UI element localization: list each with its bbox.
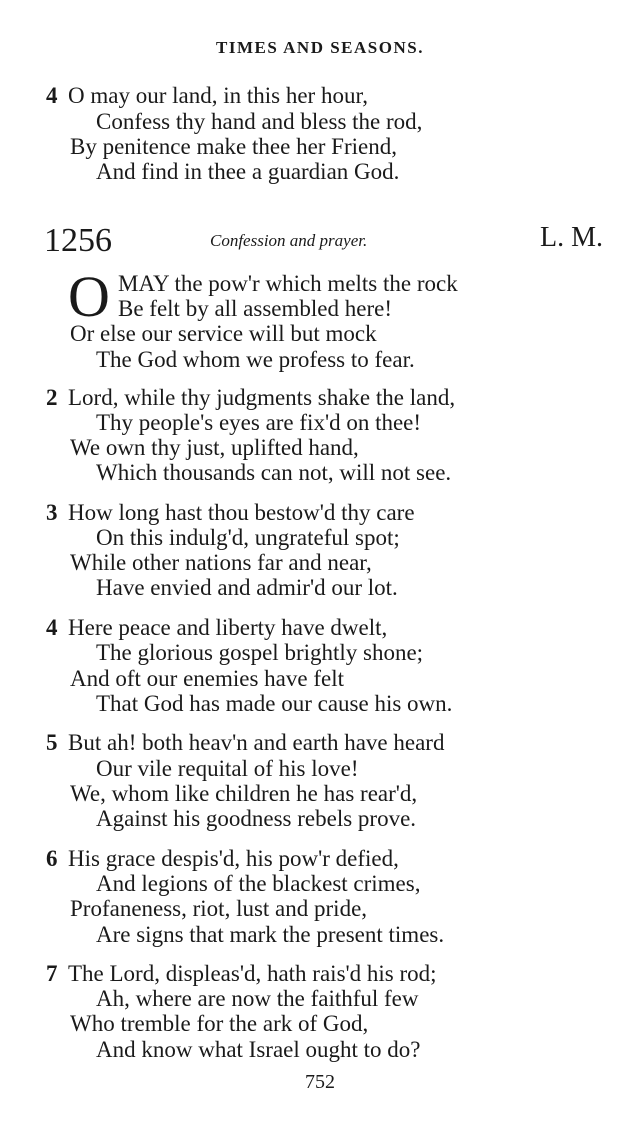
stanza-6-line-3: Profaneness, riot, lust and pride,	[70, 896, 368, 921]
stanza-number: 5	[46, 730, 58, 755]
stanza-3-line-4: Have envied and admir'd our lot.	[96, 575, 398, 600]
stanza-5-line-2: Our vile requital of his love!	[96, 756, 359, 781]
stanza-number: 4	[46, 83, 58, 108]
hymn-subject: Confession and prayer.	[210, 231, 368, 250]
stanza-5-line-1: 5 But ah! both heav'n and earth have heard	[46, 730, 445, 755]
stanza-2-line-4: Which thousands can not, will not see.	[96, 460, 452, 485]
stanza-3-line-1: 3 How long hast thou bestow'd thy care	[46, 500, 415, 525]
running-head: TIMES AND SEASONS.	[216, 38, 424, 57]
previous-hymn-line-1: 4 O may our land, in this her hour,	[46, 83, 368, 108]
stanza-1-line-1: MAY the pow'r which melts the rock	[118, 271, 458, 296]
previous-hymn-line-4: And find in thee a guardian God.	[96, 159, 400, 184]
stanza-7-line-3: Who tremble for the ark of God,	[70, 1011, 369, 1036]
stanza-7-line-2: Ah, where are now the faithful few	[96, 986, 419, 1011]
stanza-6-line-4: Are signs that mark the present times.	[96, 922, 445, 947]
stanza-3-line-3: While other nations far and near,	[70, 550, 372, 575]
stanza-1-line-3: Or else our service will but mock	[70, 321, 377, 346]
stanza-1-line-2: Be felt by all assembled here!	[118, 296, 392, 321]
stanza-number: 7	[46, 961, 58, 986]
stanza-4-line-1: 4 Here peace and liberty have dwelt,	[46, 615, 388, 640]
drop-cap: O	[68, 264, 110, 329]
page-number: 752	[305, 1071, 335, 1093]
stanza-4-line-2: The glorious gospel brightly shone;	[96, 640, 424, 665]
previous-hymn-line-2: Confess thy hand and bless the rod,	[96, 109, 423, 134]
hymn-meter: L. M.	[540, 222, 603, 253]
stanza-7-line-1: 7 The Lord, displeas'd, hath rais'd his rod;	[46, 961, 437, 986]
stanza-number: 4	[46, 615, 58, 640]
stanza-2-line-1: 2 Lord, while thy judgments shake the land,	[46, 385, 456, 410]
stanza-2-line-2: Thy people's eyes are fix'd on thee!	[96, 410, 422, 435]
stanza-4-line-3: And oft our enemies have felt	[70, 666, 344, 691]
stanza-7-line-4: And know what Israel ought to do?	[96, 1037, 421, 1062]
stanza-3-line-2: On this indulg'd, ungrateful spot;	[96, 525, 400, 550]
stanza-number: 2	[46, 385, 58, 410]
stanza-6-line-1: 6 His grace despis'd, his pow'r defied,	[46, 846, 399, 871]
stanza-1-line-4: The God whom we profess to fear.	[96, 347, 415, 372]
hymn-number: 1256	[44, 222, 112, 259]
stanza-2-line-3: We own thy just, uplifted hand,	[70, 435, 359, 460]
stanza-number: 3	[46, 500, 58, 525]
stanza-5-line-4: Against his goodness rebels prove.	[96, 806, 417, 831]
stanza-number: 6	[46, 846, 58, 871]
previous-hymn-line-3: By penitence make thee her Friend,	[70, 134, 397, 159]
stanza-5-line-3: We, whom like children he has rear'd,	[70, 781, 418, 806]
stanza-4-line-4: That God has made our cause his own.	[96, 691, 453, 716]
stanza-6-line-2: And legions of the blackest crimes,	[96, 871, 421, 896]
